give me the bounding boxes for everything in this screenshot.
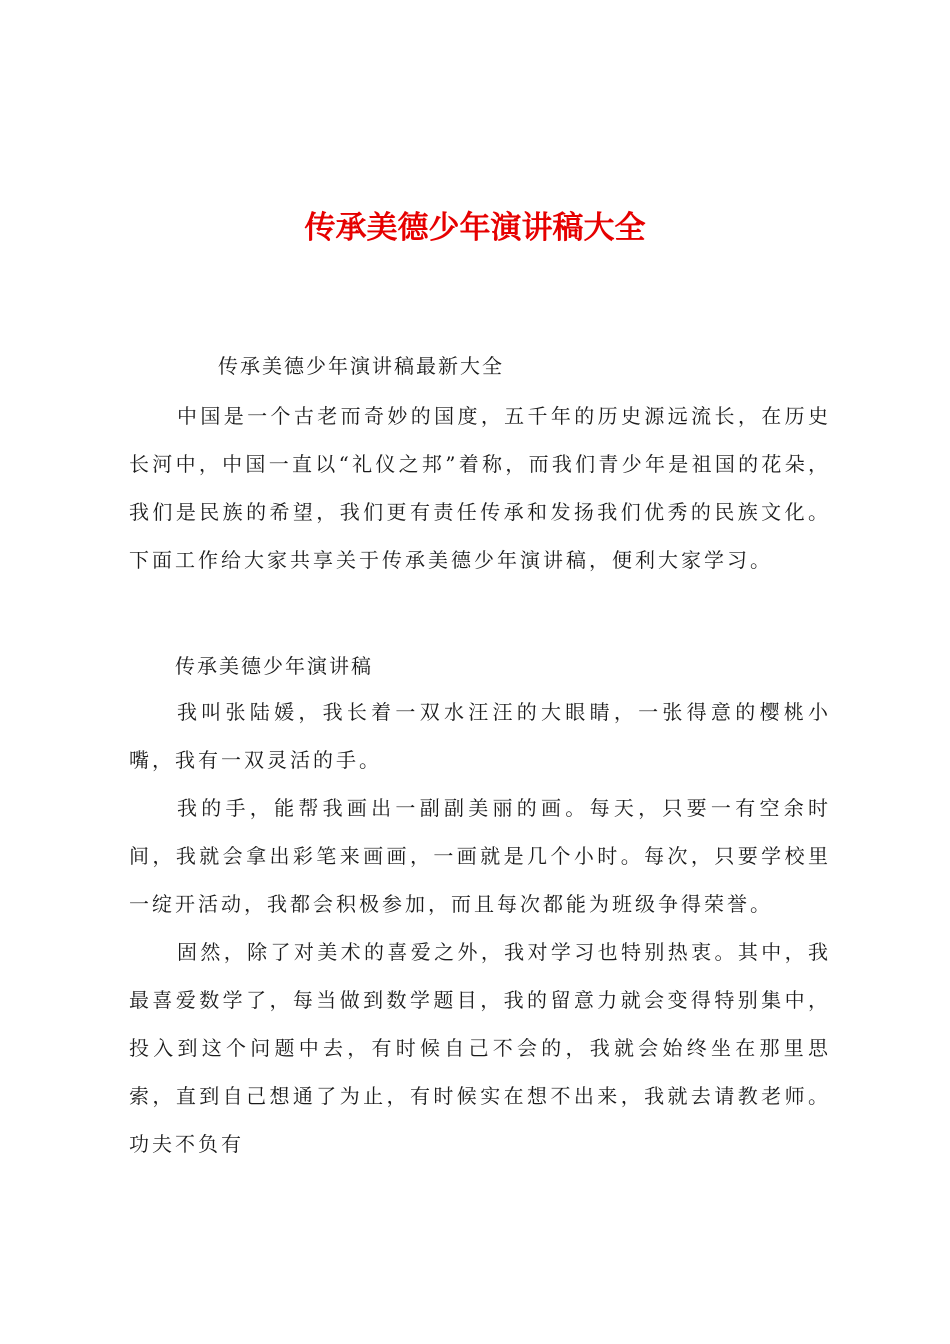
paragraph-study: 固然，除了对美术的喜爱之外，我对学习也特别热衷。其中，我最喜爱数学了，每当做到数学题目，我的留意力就会变得特别集中，投入到这个问题中去，有时候自己不会的，我就会始终坐在那里思索，直到自己想通了为止，有时候实在想不出来，我就去请教老师。功夫不负有 <box>129 940 831 1156</box>
section-body-intro <box>129 392 831 584</box>
paragraph-self-intro: 我叫张陆媛，我长着一双水汪汪的大眼睛，一张得意的樱桃小嘴，我有一双灵活的手。 <box>129 700 831 772</box>
document-title: 传承美德少年演讲稿大全 <box>304 210 646 246</box>
paragraph-hands: 我的手，能帮我画出一副副美丽的画。每天，只要一有空余时间，我就会拿出彩笔来画画，一画就是几个小时。每次，只要学校里一绽开活动，我都会积极参加，而且每次都能为班级争得荣誉。 <box>129 796 831 916</box>
paragraph-intro: 中国是一个古老而奇妙的国度，五千年的历史源远流长，在历史长河中，中国一直以“礼仪之邦”着称，而我们青少年是祖国的花朵，我们是民族的希望，我们更有责任传承和发扬我们优秀的民族文化。下面工作给大家共享关于传承美德少年演讲稿，便利大家学习。 <box>129 404 831 572</box>
section-heading-speech: 传承美德少年演讲稿 <box>175 654 373 678</box>
section-heading-latest: 传承美德少年演讲稿最新大全 <box>218 354 504 378</box>
section-body-speech <box>129 688 831 1168</box>
